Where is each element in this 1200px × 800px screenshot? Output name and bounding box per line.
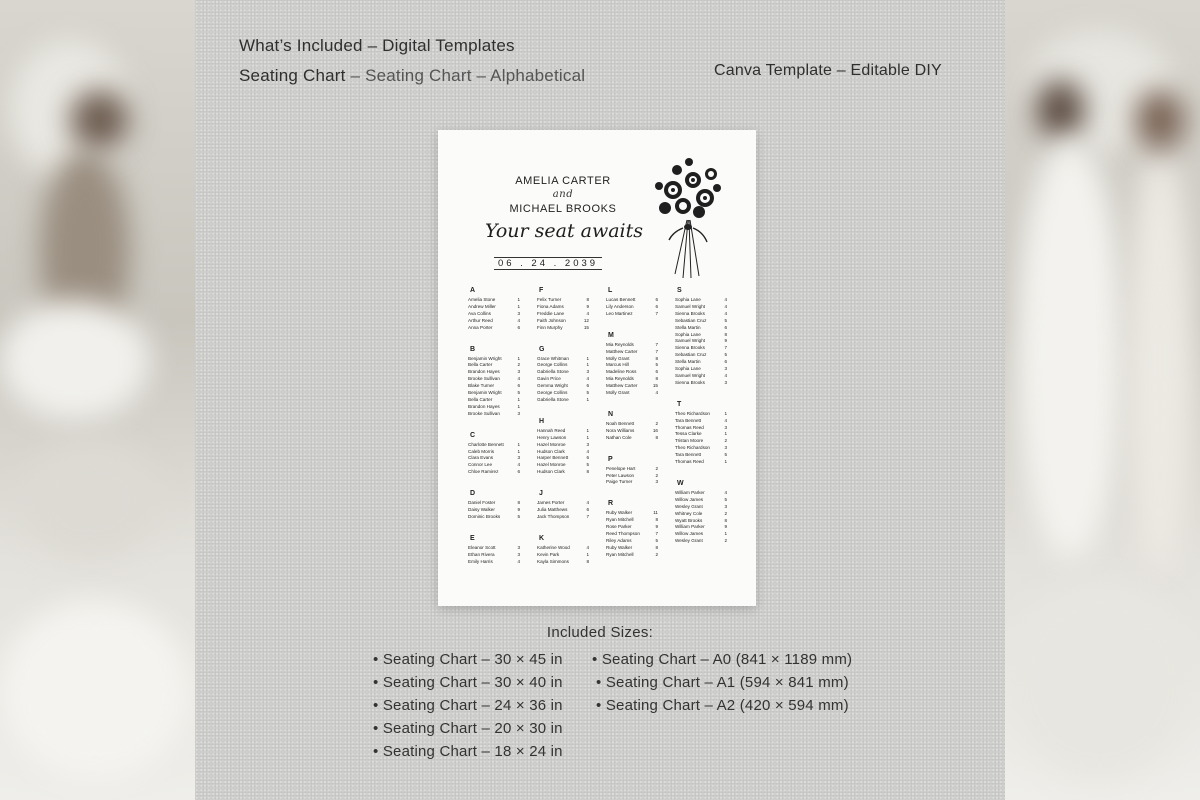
guest-name: James Porter [537,500,565,506]
table-number: 4 [724,372,727,378]
group-letter: L [608,287,613,294]
name-2: MICHAEL BROOKS [509,203,617,215]
guest-name: Julia Matthews [537,507,568,512]
guest-name: Wesley Grant [675,538,703,544]
table-number: 7 [655,310,658,316]
guest-name: Katherine Wood [537,544,570,550]
group-letter: E [470,534,475,542]
guest-name: Leo Martinez [606,310,633,316]
and-word: and [552,189,574,200]
table-number: 8 [655,355,658,361]
table-number: 3 [724,366,727,371]
guest-name: Mia Reynolds [606,341,634,347]
table-number: 5 [517,390,520,395]
group-letter: N [608,410,614,418]
header-subtitle-rest: – Seating Chart – Alphabetical [345,66,586,85]
guest-name: George Collins [537,390,568,395]
table-number: 15 [583,324,589,330]
guest-name: Ava Collins [468,310,491,316]
guest-name: Dominic Brooks [468,513,501,519]
table-number: 9 [724,524,727,530]
table-number: 6 [655,369,658,375]
header-subtitle [239,66,585,86]
group-letter: B [470,345,476,353]
table-number: 1 [517,303,520,309]
table-number: 6 [517,469,520,475]
table-number: 16 [652,427,658,433]
table-number: 9 [655,524,658,530]
table-number: 9 [724,338,727,344]
table-number: 2 [655,420,658,426]
table-number: 4 [724,297,727,302]
background-photo-left [0,0,195,800]
guest-name: Gavin Price [537,376,561,382]
guest-name: Hazel Monroe [537,441,566,447]
guest-name: Madeline Ross [606,369,637,375]
guest-name: Mia Reynolds [606,376,634,382]
guest-name: Samuel Wright [675,338,706,344]
table-number: 6 [724,359,727,365]
guest-name: Sienna Brooks [675,379,705,385]
guest-name: Hudson Clark [537,469,565,475]
table-number: 4 [517,317,520,323]
guest-name: Benjamin Wright [468,355,502,361]
guest-name: Gabriella Stone [537,396,569,402]
table-number: 2 [655,551,658,557]
table-number: 1 [586,434,589,440]
group-letter: C [470,431,476,439]
group-letter: H [539,417,545,425]
table-number: 5 [586,390,589,395]
table-number: 4 [517,462,520,468]
guest-name: Matthew Carter [606,348,638,354]
guest-name: Stella Martin [675,324,701,330]
table-number: 5 [586,462,589,468]
header-title: What’s Included – Digital Templates [239,36,515,55]
guest-name: Ruby Walker [606,510,633,516]
guest-name: Reed Thompson [606,531,640,536]
table-number: 4 [517,558,520,564]
guest-name: Andrew Miller [468,303,496,309]
group-letter: A [470,287,476,294]
table-number: 7 [724,345,727,351]
header-subtitle-strong: Seating Chart [239,66,346,85]
guest-name: Charlotte Bennett [468,441,504,447]
table-number: 8 [586,558,589,564]
table-number: 7 [655,341,658,347]
table-number: 6 [517,383,520,389]
guest-name: Hannah Reed [537,427,566,433]
table-number: 4 [724,417,727,423]
guest-name: Tara Bennett [675,452,702,458]
size-item: • Seating Chart – 18 × 24 in [373,743,563,760]
table-number: 8 [586,469,589,475]
table-number: 7 [655,531,658,536]
size-item: • Seating Chart – 24 × 36 in [373,697,563,714]
guest-name: Peter Lawson [606,472,635,478]
group-letter: G [539,345,545,353]
table-number: 8 [655,517,658,523]
guest-name: Finn Murphy [537,324,563,330]
group-letter: F [539,287,544,294]
guest-name: Brooke Sullivan [468,376,500,382]
guest-name: Connor Lee [468,462,493,468]
table-number: 6 [655,297,658,302]
guest-name: Brooke Sullivan [468,410,500,416]
guest-name: Wesley Grant [675,503,703,509]
table-number: 1 [724,531,727,537]
table-number: 5 [724,496,727,502]
guest-name: Sienna Brooks [675,310,705,316]
guest-name: Tristan Moore [675,438,704,444]
guest-name: Molly Grant [606,390,630,395]
table-number: 9 [586,303,589,309]
table-number: 3 [586,369,589,375]
guest-name: Willow James [675,531,704,537]
table-number: 1 [724,459,727,464]
guest-name: Penelope Hart [606,465,636,471]
guest-name: Sebastian Cruz [675,317,707,323]
group-letter: R [608,500,614,508]
guest-name: Sienna Brooks [675,345,705,351]
background-photo-right [1005,0,1200,800]
name-1: AMELIA CARTER [515,175,611,187]
table-number: 1 [517,297,520,302]
table-number: 5 [655,362,658,368]
guest-name: Kevin Park [537,551,560,557]
guest-name: Emily Harris [468,558,493,564]
guest-name: Arthur Reed [468,317,493,323]
guest-name: Chloe Ramirez [468,469,499,475]
guest-name: Paige Turner [606,479,633,485]
guest-name: Hazel Monroe [537,462,566,468]
table-number: 1 [517,441,520,447]
guest-name: Harper Bennett [537,455,569,461]
guest-name: Wyatt Brooks [675,517,703,523]
table-number: 2 [724,438,727,444]
guest-name: Noah Bennett [606,420,635,426]
guest-name: Tara Bennett [675,417,702,423]
guest-name: Brandon Hayes [468,403,500,409]
table-number: 9 [517,507,520,512]
header-right-label: Canva Template – Editable DIY [714,62,942,79]
table-number: 3 [586,441,589,447]
guest-name: Benjamin Wright [468,390,502,395]
guest-name: Ethan Rivera [468,551,495,557]
guest-name: Caleb Morris [468,448,495,454]
guest-name: Ryan Mitchell [606,551,634,557]
guest-name: Blake Turner [468,383,495,389]
guest-name: Grace Whitman [537,355,569,361]
couple-names [483,174,643,216]
table-number: 1 [517,403,520,409]
guest-name: Whitney Cole [675,510,703,516]
table-number: 8 [724,517,727,523]
table-number: 1 [517,396,520,402]
table-number: 1 [724,410,727,416]
guest-name: Sebastian Cruz [675,352,707,358]
table-number: 1 [586,396,589,402]
size-item: • Seating Chart – A0 (841 × 1189 mm) [592,651,853,668]
group-letter: T [677,400,682,408]
table-number: 3 [517,369,520,375]
table-number: 6 [586,455,589,461]
guest-name: Hudson Clark [537,448,565,454]
size-item: • Seating Chart – A2 (420 × 594 mm) [596,697,849,714]
table-number: 5 [724,317,727,323]
guest-name: Samuel Wright [675,372,706,378]
guest-name: Nora Williams [606,427,635,433]
table-number: 4 [586,544,589,550]
table-number: 5 [724,352,727,358]
guest-name: Willow James [675,496,704,502]
table-number: 3 [724,445,727,451]
guest-name: Ryan Mitchell [606,517,634,523]
guest-name: George Collins [537,362,568,368]
table-number: 12 [583,317,589,323]
table-number: 2 [517,362,520,368]
guest-name: Freddie Lane [537,310,565,316]
table-number: 2 [724,510,727,516]
group-letter: W [677,479,684,487]
guest-name: Henry Lawson [537,434,567,440]
guest-name: Matthew Carter [606,383,638,389]
guest-name: Gabriella Stone [537,369,569,375]
table-number: 3 [724,379,727,385]
guest-name: Marcus Hill [606,362,629,368]
table-number: 8 [586,297,589,302]
script-title: Your seat awaits [484,220,644,242]
guest-name: Theo Richardson [675,410,710,416]
group-letter: S [677,287,682,294]
table-number: 7 [655,348,658,354]
size-item: • Seating Chart – 20 × 30 in [373,720,563,737]
table-number: 7 [586,513,589,519]
table-number: 6 [655,303,658,309]
size-item: • Seating Chart – 30 × 45 in [373,651,563,668]
size-item: • Seating Chart – A1 (594 × 841 mm) [596,674,849,691]
table-number: 4 [724,310,727,316]
guest-name: Theo Richardson [675,445,710,451]
table-number: 3 [655,479,658,485]
table-number: 5 [724,452,727,458]
table-number: 8 [655,376,658,382]
table-number: 1 [724,431,727,437]
table-number: 2 [724,538,727,544]
guest-name: Brandon Hayes [468,369,500,375]
size-item: • Seating Chart – 30 × 40 in [373,674,563,691]
guest-name: Daniel Foster [468,500,496,506]
guest-name: Jack Thompson [537,513,570,519]
guest-name: Felix Turner [537,297,562,302]
guest-name: Sophia Lane [675,297,701,302]
table-number: 1 [517,355,520,361]
guest-name: William Parker [675,489,705,495]
guest-name: Gemma Wright [537,383,568,389]
table-number: 8 [724,331,727,337]
group-letter: D [470,490,476,498]
table-number: 6 [517,324,520,330]
table-number: 4 [655,390,658,395]
table-number: 6 [586,507,589,512]
guest-name: Kayla Simmons [537,558,569,564]
guest-name: Sophia Lane [675,366,701,371]
guest-name: Riley Adams [606,537,632,543]
table-number: 8 [655,434,658,440]
table-number: 1 [517,448,520,454]
table-number: 4 [724,489,727,495]
guest-name: Faith Johnson [537,317,566,323]
table-number: 4 [586,376,589,382]
table-number: 4 [586,500,589,506]
seating-chart-card [438,130,756,606]
guest-name: Bella Carter [468,396,493,402]
group-letter: M [608,331,614,339]
guest-name: Stella Martin [675,359,701,365]
guest-name: Fiona Adams [537,303,564,309]
table-number: 3 [517,410,520,416]
guest-name: Rose Parker [606,524,632,530]
guest-name: Clara Evans [468,455,494,461]
guest-name: Bella Carter [468,362,493,368]
table-number: 5 [655,537,658,543]
guest-name: Lily Anderson [606,303,634,309]
guest-name: Anna Porter [468,324,493,330]
table-number: 3 [724,424,727,430]
event-date: 06 . 24 . 2039 [494,257,602,270]
guest-name: Lucas Bennett [606,297,636,302]
bouquet-illustration [643,150,733,280]
sizes-title: Included Sizes: [546,624,654,641]
table-number: 4 [724,303,727,309]
guest-name: Tessa Clarke [675,431,702,437]
guest-name: Thomas Reed [675,459,704,464]
table-number: 1 [586,362,589,368]
table-number: 1 [586,551,589,557]
table-number: 3 [517,310,520,316]
table-number: 1 [586,427,589,433]
group-letter: K [539,534,545,542]
guest-name: Thomas Reed [675,424,704,430]
guest-name: William Parker [675,524,705,530]
table-number: 3 [517,455,520,461]
guest-name: Sophia Lane [675,331,701,337]
table-number: 5 [517,513,520,519]
guest-name: Molly Grant [606,355,630,361]
table-number: 3 [517,551,520,557]
table-number: 6 [586,383,589,389]
group-letter: P [608,455,613,463]
table-number: 4 [517,376,520,382]
table-number: 4 [586,310,589,316]
guest-name: Daisy Walker [468,507,495,512]
guest-name: Amelia Stone [468,297,496,302]
table-number: 4 [586,448,589,454]
table-number: 2 [655,465,658,471]
table-number: 11 [653,510,658,516]
table-number: 15 [652,383,658,389]
table-number: 8 [517,500,520,506]
guest-name: Samuel Wright [675,303,706,309]
table-number: 3 [724,503,727,509]
table-number: 3 [517,544,520,550]
table-number: 6 [724,324,727,330]
guest-name: Eleanor Scott [468,544,496,550]
table-number: 2 [655,472,658,478]
table-number: 1 [586,355,589,361]
guest-name: Nathan Cole [606,434,632,440]
group-letter: J [539,490,543,498]
table-number: 8 [655,544,658,550]
guest-name: Ruby Walker [606,544,633,550]
